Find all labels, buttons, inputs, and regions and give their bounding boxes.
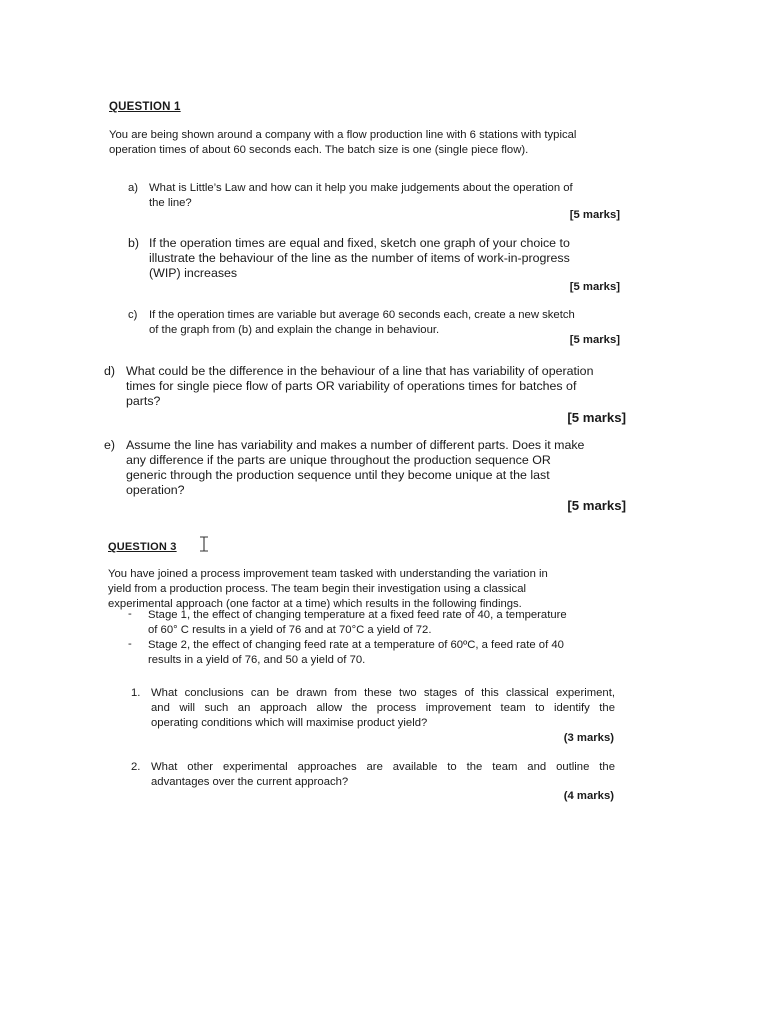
item-text-line: Assume the line has variability and makes a number of different parts. Does it make <box>126 438 585 452</box>
q1-item-d <box>104 364 626 409</box>
marks-label: [5 marks] <box>567 410 626 425</box>
marks-label: (4 marks) <box>563 790 614 802</box>
item-text-line: generic through the production sequence until they become unique at the last <box>126 468 550 482</box>
item-text-line: advantages over the current approach? <box>151 776 349 788</box>
marks-label: [5 marks] <box>569 209 620 221</box>
q1-item-a <box>128 181 623 211</box>
stage-2 <box>128 638 628 668</box>
intro-line: experimental approach (one factor at a time) which results in the following findings. <box>108 598 522 610</box>
marks-label: [5 marks] <box>569 334 620 346</box>
item-text-line: What is Little’s Law and how can it help you make judgements about the operation of <box>149 182 573 194</box>
item-text-line: the line? <box>149 197 192 209</box>
item-text-line: operation? <box>126 483 185 497</box>
item-text-line: If the operation times are variable but average 60 seconds each, create a new sketch <box>149 309 575 321</box>
item-text-line: operating conditions which will maximise product yield? <box>151 717 428 729</box>
stage-line: Stage 1, the effect of changing temperature at a fixed feed rate of 40, a temperature <box>148 609 567 621</box>
item-text-line: of the graph from (b) and explain the change in behaviour. <box>149 324 440 336</box>
stage-line: Stage 2, the effect of changing feed rate at a temperature of 60ºC, a feed rate of 40 <box>148 639 564 651</box>
q1-item-b <box>128 236 623 281</box>
item-label: a) <box>128 182 139 194</box>
item-text-line: and will such an approach allow the process improvement team to identify the <box>151 702 615 714</box>
question-1-intro: You are being shown around a company with a flow production line with 6 stations with typical operation times of about 60 seconds each. The batch size is one (single piece flow). <box>109 129 577 156</box>
intro-line: yield from a production process. The team begin their investigation using a classical <box>108 583 526 595</box>
item-text-line: (WIP) increases <box>149 266 238 280</box>
dash-bullet: - <box>128 608 132 620</box>
stage-line: of 60° C results in a yield of 76 and at 70°C a yield of 72. <box>148 624 432 636</box>
item-text-line: times for single piece flow of parts OR variability of operations times for batches of <box>126 379 577 393</box>
marks-label: [5 marks] <box>567 498 626 513</box>
question-3-intro <box>108 567 628 612</box>
q3-item-1 <box>131 686 615 731</box>
question-3-heading: QUESTION 3 <box>108 541 177 553</box>
item-label: d) <box>104 364 116 378</box>
item-text-line: illustrate the behaviour of the line as the number of items of work-in-progress <box>149 251 570 265</box>
item-text-line: What could be the difference in the behaviour of a line that has variability of operation <box>126 364 594 378</box>
item-text-line: any difference if the parts are unique throughout the production sequence OR <box>126 453 551 467</box>
item-label: 1. <box>131 687 141 699</box>
dash-bullet: - <box>128 638 132 650</box>
item-label: c) <box>128 309 138 321</box>
item-text-line: What other experimental approaches are available to the team and outline the <box>151 761 615 773</box>
item-label: b) <box>128 236 140 250</box>
item-text-line: If the operation times are equal and fixed, sketch one graph of your choice to <box>149 236 570 250</box>
q3-item-2 <box>131 760 615 790</box>
item-label: e) <box>104 438 116 452</box>
q1-item-e <box>104 438 626 498</box>
intro-line: You have joined a process improvement team tasked with understanding the variation in <box>108 568 548 580</box>
stage-line: results in a yield of 76, and 50 a yield of 70. <box>148 654 366 666</box>
text-cursor-icon <box>199 536 209 552</box>
item-text-line: What conclusions can be drawn from these two stages of this classical experiment, <box>151 687 615 699</box>
item-label: 2. <box>131 761 141 773</box>
marks-label: (3 marks) <box>563 732 614 744</box>
stage-1 <box>128 608 628 638</box>
question-1-heading: QUESTION 1 <box>109 101 181 113</box>
marks-label: [5 marks] <box>569 281 620 293</box>
item-text-line: parts? <box>126 394 161 408</box>
